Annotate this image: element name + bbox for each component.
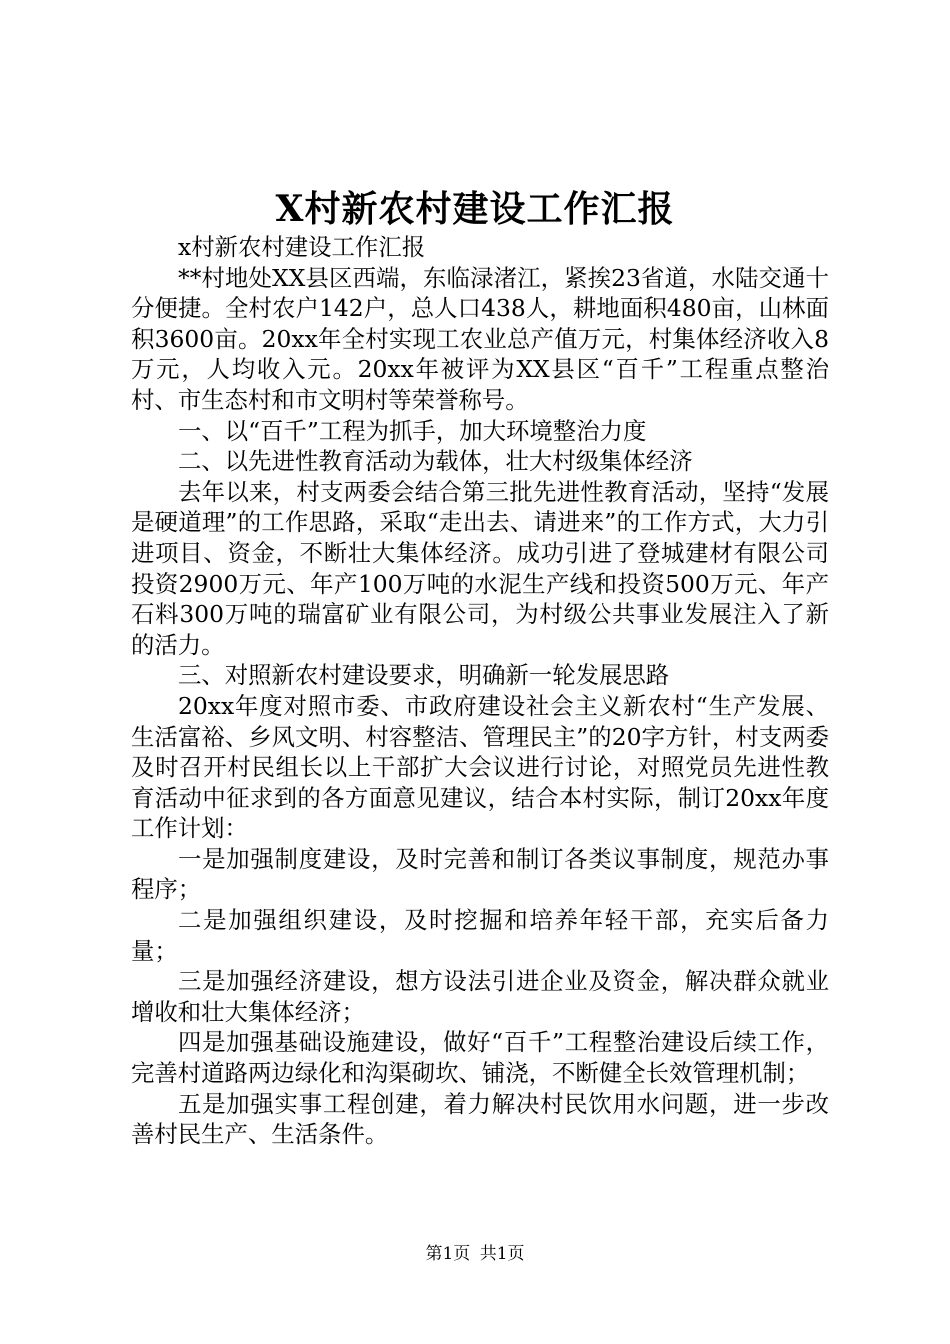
document-body: [131, 232, 829, 1150]
plan-item-1: 一是加强制度建设，及时完善和制订各类议事制度，规范办事程序；: [131, 844, 829, 904]
paragraph-intro: **村地处XX县区西端，东临渌渚江，紧挨23省道，水陆交通十分便捷。全村农户142户，总人口438人，耕地面积480亩，山林面积3600亩。20xx年全村实现工农业总产值万元，村集体经济收入8万元，人均收入元。20xx年被评为XX县区“百千”工程重点整治村、市生态村和市文明村等荣誉称号。: [131, 263, 829, 414]
page-number: 第1页: [425, 1244, 471, 1264]
paragraph-section-3-body: 20xx年度对照市委、市政府建设社会主义新农村“生产发展、生活富裕、乡风文明、村容整洁、管理民主”的20字方针，村支两委及时召开村民组长以上干部扩大会议进行讨论，对照党员先进性教育活动中征求到的各方面意见建议，结合本村实际，制订20xx年度工作计划：: [131, 691, 829, 843]
paragraph-section-2-body: 去年以来，村支两委会结合第三批先进性教育活动，坚持“发展是硬道理”的工作思路，采取“走出去、请进来”的工作方式，大力引进项目、资金，不断壮大集体经济。成功引进了登城建材有限公司投资2900万元、年产100万吨的水泥生产线和投资500万元、年产石料300万吨的瑞富矿业有限公司，为村级公共事业发展注入了新的活力。: [131, 477, 829, 659]
page-footer: [0, 1242, 950, 1266]
heading-section-3: 三、对照新农村建设要求，明确新一轮发展思路: [178, 661, 670, 690]
page-total: 共1页: [479, 1244, 525, 1264]
paragraph-subtitle: x村新农村建设工作汇报: [178, 233, 426, 261]
plan-item-2: 二是加强组织建设，及时挖掘和培养年轻干部，充实后备力量；: [131, 906, 829, 965]
heading-section-2: 二、以先进性教育活动为载体，壮大村级集体经济: [178, 447, 693, 476]
heading-section-1: 一、以“百千”工程为抓手，加大环境整治力度: [178, 416, 647, 445]
plan-item-5: 五是加强实事工程创建，着力解决村民饮用水问题，进一步改善村民生产、生活条件。: [131, 1089, 829, 1149]
plan-item-4: 四是加强基础设施建设，做好“百千”工程整治建设后续工作，完善村道路两边绿化和沟渠砌坎、铺浇，不断健全长效管理机制；: [131, 1028, 829, 1088]
plan-item-3: 三是加强经济建设，想方设法引进企业及资金，解决群众就业增收和壮大集体经济；: [131, 967, 829, 1026]
document-title: X村新农村建设工作汇报: [275, 188, 675, 230]
